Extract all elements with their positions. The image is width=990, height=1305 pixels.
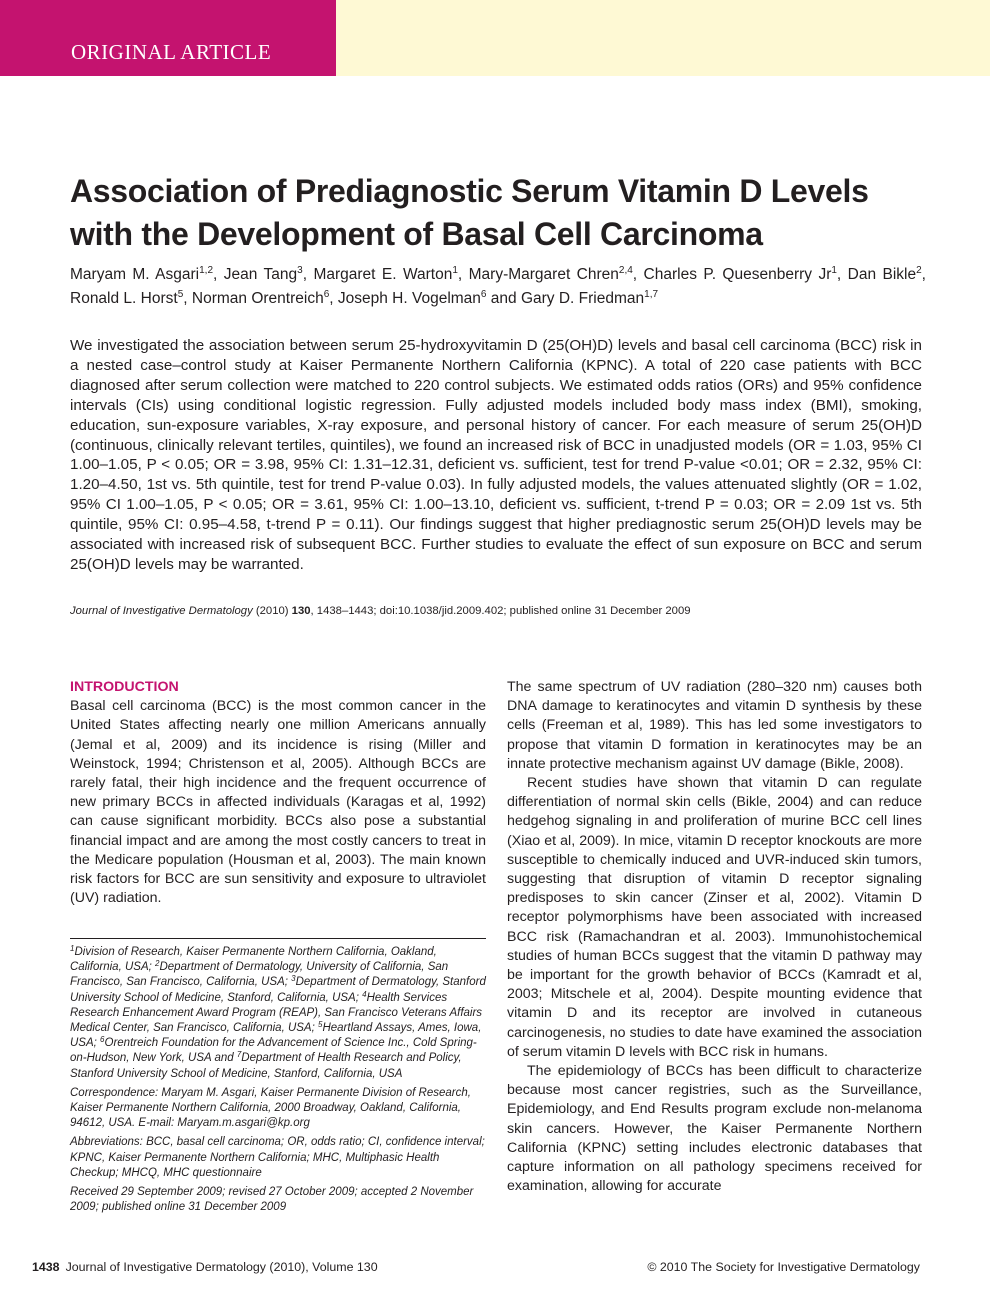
affiliations-footnote	[70, 945, 486, 1082]
author-separator: ,	[457, 266, 469, 283]
section-heading-introduction: INTRODUCTION	[70, 679, 179, 695]
author-separator: ,	[213, 266, 224, 283]
affiliation-number: 2	[155, 959, 160, 969]
copyright-notice: © 2010 The Society for Investigative Dermatology	[647, 1260, 920, 1274]
abbreviations-footnote: Abbreviations: BCC, basal cell carcinoma; OR, odds ratio; CI, confidence interval; KPNC, Kaiser Permanente Northern California; MHC, Multiphasic Health Checkup; MHCQ, MHC questionnaire	[70, 1136, 485, 1179]
page-number: 1438	[32, 1260, 60, 1274]
affiliation-text: Division of Research, Kaiser Permanente Northern California, Oakland, California, USA;	[70, 946, 437, 974]
author-affiliation-marker: 1,2	[199, 265, 214, 276]
affiliation-number: 3	[291, 974, 296, 984]
citation-details: , 1438–1443; doi:10.1038/jid.2009.402; published online 31 December 2009	[310, 605, 691, 617]
author-affiliation-marker: 1	[452, 265, 458, 276]
author-separator: and	[486, 290, 521, 307]
author-name: Gary D. Friedman	[520, 290, 645, 307]
author-list	[70, 263, 926, 311]
affiliation-text: Health Services Research Enhancement Award Program (REAP), San Francisco Veterans Affairs Medical Center, San Francisco, California, USA;	[70, 991, 483, 1035]
author-name: Jean Tang	[223, 266, 298, 283]
affiliation-number: 7	[236, 1050, 242, 1060]
affiliation-text: Orentreich Foundation for the Advancement of Science Inc., Cold Spring-on-Hudson, New York, USA and	[70, 1037, 477, 1065]
header-band	[336, 0, 990, 76]
article-type-banner	[0, 0, 336, 76]
author-name: Maryam M. Asgari	[70, 266, 200, 283]
affiliation-number: 4	[362, 989, 367, 999]
author-separator: ,	[836, 266, 848, 283]
affiliation-text: Department of Dermatology, Stanford University School of Medicine, Stanford, California, USA;	[70, 976, 486, 1004]
abstract: We investigated the association between serum 25-hydroxyvitamin D (25(OH)D) levels and basal cell carcinoma (BCC) risk in a nested case–control study at Kaiser Permanente Northern California (KPNC). A total of 220 case patients with BCC diagnosed after serum collection were matched to 220 control subjects. We estimated odds ratios (ORs) and 95% confidence intervals (CIs) using conditional logistic regression. Fully adjusted models included body mass index (BMI), smoking, education, sun-exposure variables, X-ray exposure, and personal history of cancer. For each measure of serum 25(OH)D (continuous, clinically relevant tertiles, quintiles), we found an increased risk of BCC in unadjusted models (OR = 1.03, 95% CI 1.00–1.05, P < 0.05; OR = 3.98, 95% CI: 1.31–12.31, deficient vs. sufficient, test for trend P-value <0.01; OR = 2.32, 95% CI: 1.20–4.50, 1st vs. 5th quintile, test for trend P-value 0.03). In fully adjusted models, the values attenuated slightly (OR = 1.02, 95% CI 1.00–1.05, P < 0.05; OR = 3.61, 95% CI: 1.00–13.10, deficient vs. sufficient, t-trend P = 0.03; OR = 2.09 1st vs. 5th quintile, 95% CI: 0.95–4.58, t-trend P = 0.11). Our findings suggest that higher prediagnostic serum 25(OH)D levels may be associated with increased risk of subsequent BCC. Further studies to evaluate the effect of sun exposure on BCC and serum 25(OH)D levels may be warranted.	[70, 337, 922, 573]
article-type-label: ORIGINAL ARTICLE	[71, 40, 272, 64]
author-name: Mary-Margaret Chren	[468, 266, 619, 283]
body-paragraph: Basal cell carcinoma (BCC) is the most common cancer in the United States affecting nearly one million Americans annually (Jemal et al, 2009) and its incidence is rising (Miller and Weinstock, 1994; Christenson et al, 2005). Although BCCs are rarely fatal, their high incidence and the frequent occurrence of new primary BCCs in affected individuals (Karagas et al, 1992) can cause significant morbidity. BCCs also pose a substantial financial impact and are among the most costly cancers to treat in the Medicare population (Housman et al, 2003). The main known risk factors for BCC are sun sensitivity and exposure to ultraviolet (UV) radiation.	[70, 698, 486, 907]
left-column	[70, 678, 486, 908]
citation-volume: 130	[291, 605, 311, 617]
author-separator: ,	[632, 266, 644, 283]
right-column	[507, 678, 922, 1196]
body-paragraph: Recent studies have shown that vitamin D can regulate differentiation of normal skin cells (Bikle, 2004) and can reduce hedgehog signaling in and proliferation of murine BCC cell lines (Xiao et al, 2009). In mice, vitamin D receptor knockouts are more susceptible to chemically induced and UVR-induced skin tumors, suggesting that disruption of vitamin D receptor signaling predisposes to skin cancer (Zinser et al, 2002). Vitamin D receptor polymorphisms have been associated with increased BCC risk (Ramachandran et al. 2003). Immunohistochemical studies of human BCCs suggest that the vitamin D pathway may be important for the growth behavior of BCCs (Kamradt et al, 2003; Mitschele et al, 2004). Despite mounting evidence that vitamin D and its receptor are involved in cutaneous carcinogenesis, no studies to date have examined the association of serum vitamin D levels with BCC risk in humans.	[507, 775, 922, 1060]
citation-journal: Journal of Investigative Dermatology	[70, 605, 253, 617]
body-paragraph: The same spectrum of UV radiation (280–320 nm) causes both DNA damage to keratinocytes and vitamin D synthesis by these cells (Freeman et al, 1989). This has led some investigators to propose that vitamin D formation in keratinocytes may be an innate protective mechanism against UV damage (Bikle, 2008).	[507, 679, 922, 772]
author-name: Ronald L. Horst	[70, 290, 178, 307]
author-affiliation-marker: 6	[323, 289, 330, 300]
author-separator: ,	[302, 266, 314, 283]
author-affiliation-marker: 1,7	[644, 289, 659, 300]
author-affiliation-marker: 1	[831, 265, 837, 276]
correspondence-footnote: Correspondence: Maryam M. Asgari, Kaiser Permanente Division of Research, Kaiser Permanente Northern California, 2000 Broadway, Oakland, California, 94612, USA. E-mail: Maryam.m.asgari@kp.org	[70, 1086, 471, 1130]
received-footnote: Received 29 September 2009; revised 27 October 2009; accepted 2 November 2009; published online 31 December 2009	[70, 1186, 474, 1214]
author-separator: ,	[921, 266, 926, 283]
author-affiliation-marker: 2,4	[618, 265, 633, 276]
footer-journal-info: Journal of Investigative Dermatology (2010), Volume 130	[65, 1260, 378, 1274]
article-title: Association of Prediagnostic Serum Vitamin D Levels with the Development of Basal Cell Carcinoma	[70, 173, 869, 252]
author-name: Norman Orentreich	[191, 290, 324, 307]
footnotes	[70, 945, 486, 1219]
author-separator: ,	[183, 290, 192, 307]
author-separator: ,	[329, 290, 338, 307]
affiliation-number: 1	[70, 944, 75, 953]
affiliation-text: Department of Dermatology, University of California, San Francisco, San Francisco, California, USA;	[70, 961, 449, 989]
author-name: Margaret E. Warton	[313, 266, 453, 283]
affiliation-number: 6	[100, 1035, 105, 1045]
author-affiliation-marker: 2	[916, 265, 922, 276]
author-name: Joseph H. Vogelman	[337, 290, 481, 307]
page-footer-left	[32, 1260, 378, 1274]
body-paragraph: The epidemiology of BCCs has been difficult to characterize because most cancer registries, such as the Surveillance, Epidemiology, and End Results program exclude non-melanoma skin cancers. However, the Kaiser Permanente Northern California (KPNC) setting includes electronic databases that capture information on all pathology specimens received for examination, allowing for accurate	[507, 1063, 922, 1195]
author-affiliation-marker: 3	[297, 265, 303, 276]
affiliation-number: 5	[318, 1020, 323, 1030]
affiliation-text: Heartland Assays, Ames, Iowa, USA;	[70, 1022, 482, 1050]
citation-year: (2010)	[252, 605, 292, 617]
author-name: Dan Bikle	[847, 266, 917, 283]
author-name: Charles P. Quesenberry Jr	[643, 266, 832, 283]
affiliation-text: Department of Health Research and Policy, Stanford University School of Medicine, Stanford, California, USA	[70, 1052, 462, 1080]
footnote-divider	[70, 938, 486, 939]
author-affiliation-marker: 5	[177, 289, 184, 300]
author-affiliation-marker: 6	[480, 289, 487, 300]
citation-line	[70, 604, 930, 619]
